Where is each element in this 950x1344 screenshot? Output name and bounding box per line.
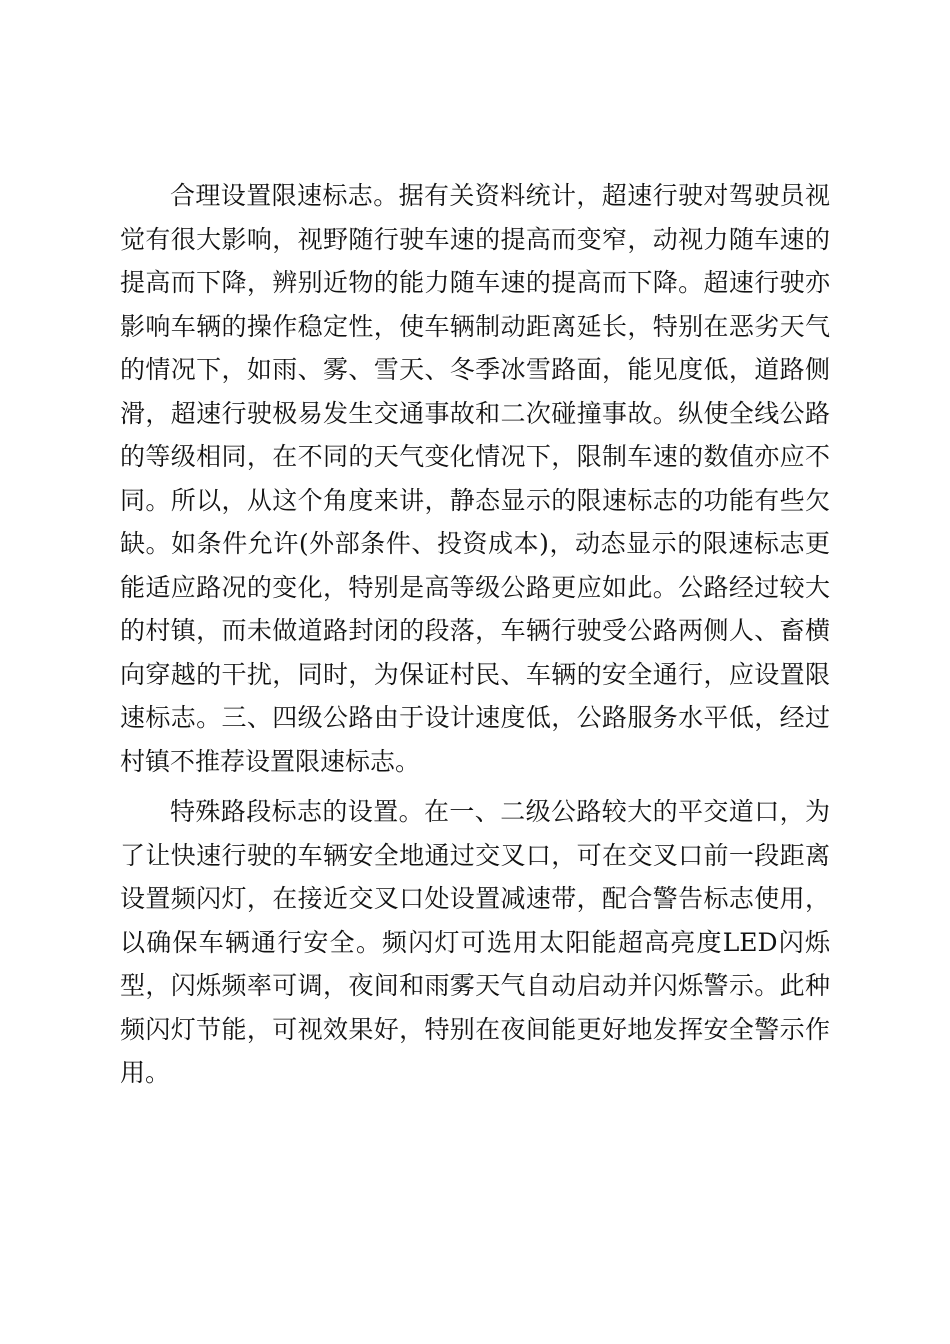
paragraph-speed-limit-signs: 合理设置限速标志。据有关资料统计，超速行驶对驾驶员视觉有很大影响，视野随行驶车速的提高而变窄，动视力随车速的提高而下降，辨别近物的能力随车速的提高而下降。超速行驶亦影响车辆的操作稳定性，使车辆制动距离延长，特别在恶劣天气的情况下，如雨、雾、雪天、冬季冰雪路面，能见度低，道路侧滑，超速行驶极易发生交通事故和二次碰撞事故。纵使全线公路的等级相同，在不同的天气变化情况下，限制车速的数值亦应不同。所以，从这个角度来讲，静态显示的限速标志的功能有些欠缺。如条件允许(外部条件、投资成本)，动态显示的限速标志更能适应路况的变化，特别是高等级公路更应如此。公路经过较大的村镇，而未做道路封闭的段落，车辆行驶受公路两侧人、畜横向穿越的干扰，同时，为保证村民、车辆的安全通行，应设置限速标志。三、四级公路由于设计速度低，公路服务水平低，经过村镇不推荐设置限速标志。 (120, 181, 830, 776)
paragraph-special-section-signs: 特殊路段标志的设置。在一、二级公路较大的平交道口，为了让快速行驶的车辆安全地通过交叉口，可在交叉口前一段距离设置频闪灯，在接近交叉口处设置减速带，配合警告标志使用，以确保车辆通行安全。频闪灯可选用太阳能超高亮度LED闪烁型，闪烁频率可调，夜间和雨雾天气自动启动并闪烁警示。此种频闪灯节能，可视效果好，特别在夜间能更好地发挥安全警示作用。 (120, 797, 830, 1087)
body-text (120, 174, 830, 1095)
